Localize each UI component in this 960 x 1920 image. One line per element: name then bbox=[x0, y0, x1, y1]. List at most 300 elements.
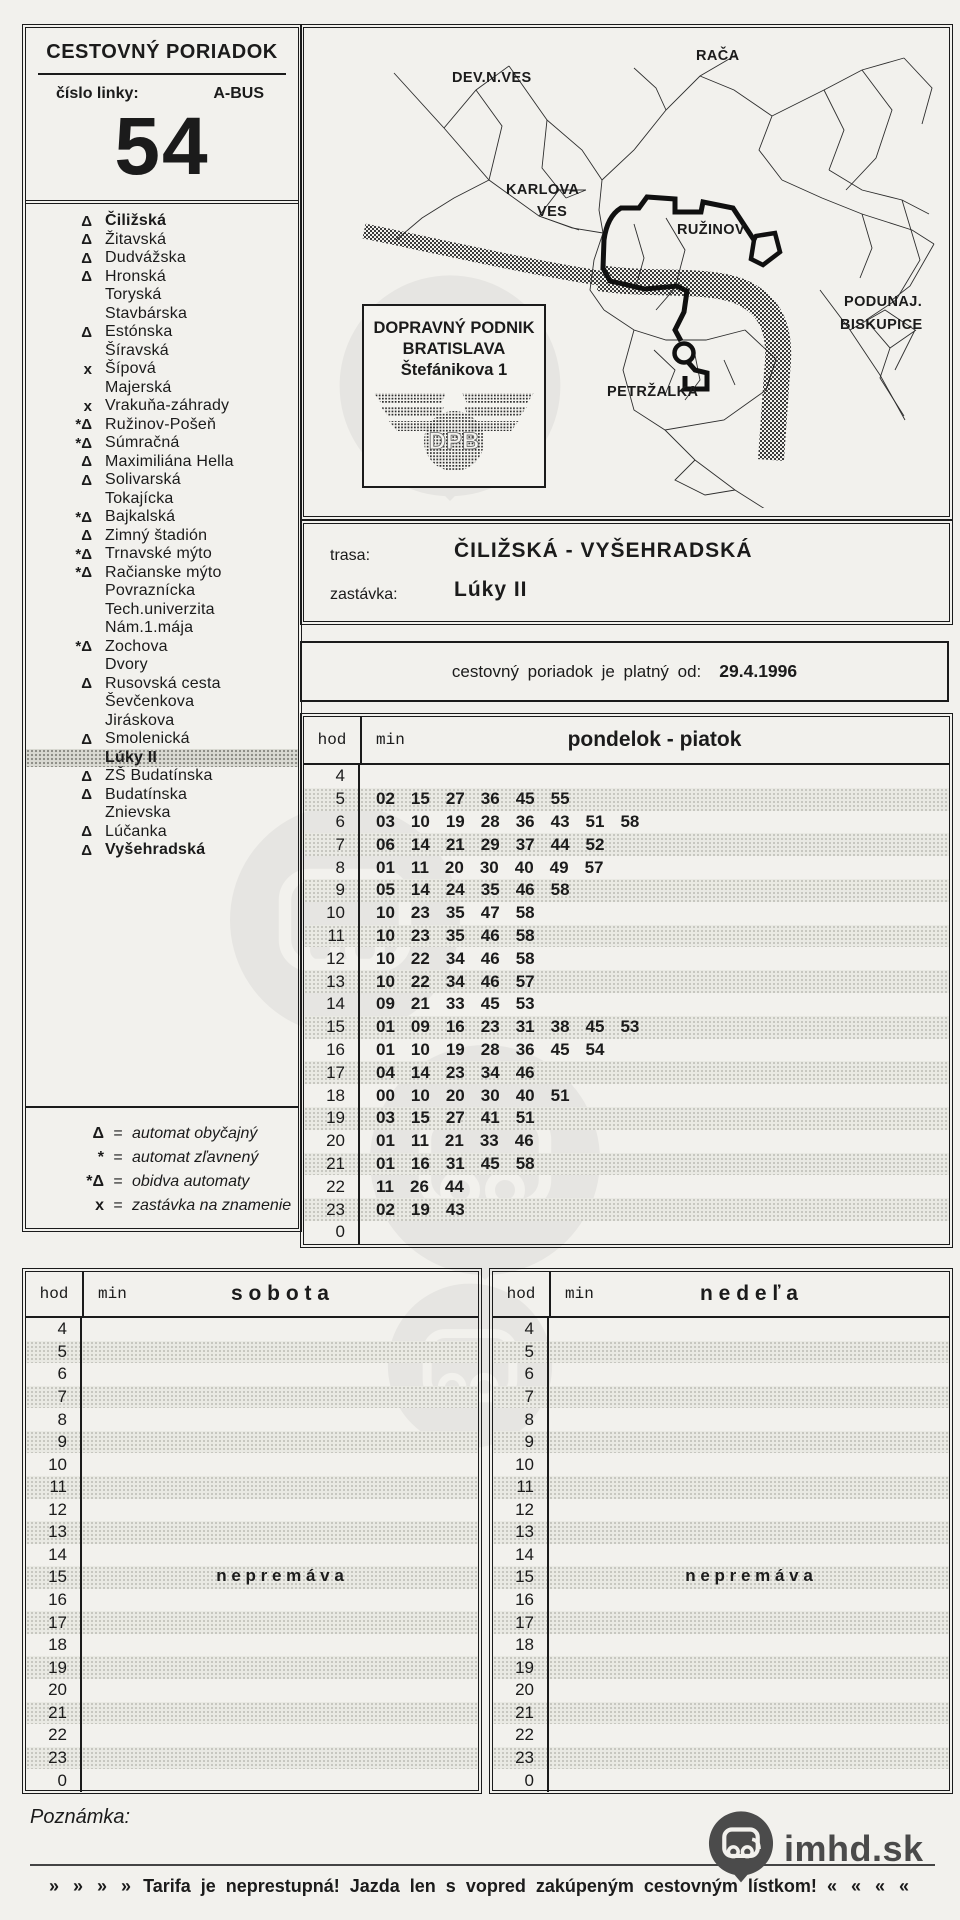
legend-symbol: * bbox=[97, 1149, 104, 1166]
map-label-ves: VES bbox=[537, 204, 568, 220]
stop-flag-icon: *Δ bbox=[75, 508, 92, 526]
stop-flag-icon: Δ bbox=[81, 823, 92, 841]
hour-cell: 4 bbox=[26, 1318, 82, 1341]
minute-value: 02 bbox=[376, 789, 395, 809]
stop-name: Súmračná bbox=[105, 434, 180, 452]
stop-name: Jiráskova bbox=[105, 711, 175, 729]
minute-value: 46 bbox=[515, 1062, 535, 1082]
hour-cell: 11 bbox=[493, 1476, 549, 1499]
chevrons-left: » » » » bbox=[49, 1876, 134, 1896]
minute-value: 19 bbox=[445, 1039, 465, 1059]
timetable-body bbox=[493, 1318, 949, 1792]
minute-value: 11 bbox=[376, 1176, 394, 1196]
hour-cell: 11 bbox=[26, 1476, 82, 1499]
stop-row bbox=[26, 841, 298, 860]
minute-value: 14 bbox=[410, 834, 430, 854]
minute-value: 53 bbox=[515, 994, 535, 1014]
minute-value: 04 bbox=[376, 1062, 395, 1082]
chevrons-right: « « « « bbox=[826, 1876, 911, 1896]
hour-cell: 18 bbox=[26, 1634, 82, 1657]
timetable-row bbox=[304, 925, 949, 948]
minute-value: 27 bbox=[445, 1108, 465, 1128]
stop-name: Zimný štadión bbox=[105, 526, 208, 544]
stop-row bbox=[26, 286, 298, 305]
minute-value: 15 bbox=[410, 789, 430, 809]
stop-flag-icon: Δ bbox=[81, 323, 92, 341]
zastavka-value: Lúky II bbox=[454, 578, 528, 601]
minute-value: 35 bbox=[445, 903, 465, 923]
stop-flag-icon: *Δ bbox=[75, 638, 92, 656]
timetable-row bbox=[493, 1724, 949, 1747]
minutes-cell bbox=[360, 949, 535, 969]
document-title: CESTOVNÝ PORIADOK bbox=[46, 41, 278, 63]
timetable-row bbox=[304, 1016, 949, 1039]
minute-column-header: min bbox=[376, 731, 405, 749]
stop-flag-icon: *Δ bbox=[75, 434, 92, 452]
minute-value: 22 bbox=[410, 948, 430, 968]
stop-row bbox=[26, 638, 298, 657]
minute-value: 01 bbox=[376, 857, 395, 877]
stop-row bbox=[26, 360, 298, 379]
hour-cell: 21 bbox=[304, 1153, 360, 1176]
hour-cell: 5 bbox=[26, 1341, 82, 1364]
hour-cell: 18 bbox=[304, 1084, 360, 1107]
minute-value: 14 bbox=[410, 880, 430, 900]
timetable-row bbox=[26, 1724, 478, 1747]
timetable-row bbox=[493, 1702, 949, 1725]
timetable-row bbox=[304, 856, 949, 879]
stop-row bbox=[26, 823, 298, 842]
timetable-saturday bbox=[22, 1268, 482, 1794]
minute-value: 57 bbox=[584, 857, 604, 877]
timetable-header bbox=[304, 717, 949, 765]
timetable-row bbox=[26, 1318, 478, 1341]
timetable-row bbox=[304, 1175, 949, 1198]
minute-value: 21 bbox=[444, 1131, 464, 1151]
stop-flag-icon: Δ bbox=[81, 527, 92, 545]
minute-value: 35 bbox=[445, 925, 465, 945]
stop-row bbox=[26, 601, 298, 620]
hour-cell: 7 bbox=[304, 833, 360, 856]
minute-value: 58 bbox=[515, 903, 535, 923]
hour-cell: 16 bbox=[26, 1589, 82, 1612]
stop-row bbox=[26, 804, 298, 823]
stop-flag-icon: Δ bbox=[81, 453, 92, 471]
stop-row bbox=[26, 508, 298, 527]
minute-value: 10 bbox=[376, 948, 395, 968]
stop-row bbox=[26, 416, 298, 435]
minute-value: 16 bbox=[410, 1153, 430, 1173]
stop-flag-icon: Δ bbox=[81, 212, 92, 230]
hour-cell: 10 bbox=[26, 1453, 82, 1476]
hour-cell: 9 bbox=[304, 879, 360, 902]
stop-name: Tech.univerzita bbox=[105, 600, 215, 618]
line-number: 54 bbox=[114, 101, 210, 192]
agency-address: Štefánikova 1 bbox=[400, 361, 508, 379]
stop-name: Povraznícka bbox=[105, 582, 196, 600]
hour-cell: 12 bbox=[304, 947, 360, 970]
minutes-cell bbox=[360, 1063, 535, 1083]
stop-row bbox=[26, 527, 298, 546]
minute-value: 58 bbox=[515, 925, 535, 945]
minute-value: 33 bbox=[479, 1131, 499, 1151]
timetable-row bbox=[493, 1431, 949, 1454]
minutes-cell bbox=[360, 1017, 639, 1037]
timetable-row bbox=[304, 788, 949, 811]
hour-cell: 23 bbox=[304, 1198, 360, 1221]
stop-flag-icon: *Δ bbox=[75, 564, 92, 582]
route-map bbox=[300, 24, 953, 520]
hour-cell: 14 bbox=[26, 1544, 82, 1567]
stop-row bbox=[26, 582, 298, 601]
minute-value: 01 bbox=[376, 1017, 395, 1037]
timetable-row bbox=[493, 1521, 949, 1544]
timetable-row bbox=[304, 1107, 949, 1130]
legend-row bbox=[26, 1146, 298, 1170]
timetable-row bbox=[26, 1386, 478, 1409]
minute-value: 38 bbox=[550, 1017, 570, 1037]
hour-column-header: hod bbox=[493, 1272, 551, 1316]
timetable-row bbox=[304, 947, 949, 970]
stop-row bbox=[26, 305, 298, 324]
hour-cell: 9 bbox=[26, 1431, 82, 1454]
stop-name: Ševčenkova bbox=[105, 693, 195, 711]
hour-cell: 5 bbox=[493, 1341, 549, 1364]
stop-name: Solivarská bbox=[105, 471, 181, 489]
minute-value: 15 bbox=[410, 1108, 430, 1128]
timetable-row bbox=[493, 1341, 949, 1364]
minute-value: 33 bbox=[445, 994, 465, 1014]
zastavka-label: zastávka: bbox=[330, 586, 398, 603]
minute-value: 58 bbox=[620, 811, 640, 831]
timetable-weekday bbox=[300, 713, 953, 1248]
agency-box bbox=[362, 304, 546, 488]
timetable-row bbox=[26, 1431, 478, 1454]
legend-equals: = bbox=[113, 1125, 123, 1142]
minute-value: 44 bbox=[444, 1176, 464, 1196]
minute-value: 46 bbox=[515, 880, 535, 900]
legend-text: automat zľavnený bbox=[132, 1149, 259, 1166]
minute-value: 23 bbox=[410, 925, 430, 945]
hour-cell: 19 bbox=[26, 1656, 82, 1679]
stop-row bbox=[26, 767, 298, 786]
map-label-raca: RAČA bbox=[696, 48, 740, 64]
map-label-biskupice: BISKUPICE bbox=[840, 317, 923, 333]
stop-row bbox=[26, 212, 298, 231]
timetable-row bbox=[493, 1769, 949, 1792]
hour-cell: 21 bbox=[493, 1702, 549, 1725]
minute-value: 51 bbox=[515, 1108, 535, 1128]
minute-value: 11 bbox=[410, 857, 429, 877]
river-lower bbox=[599, 278, 778, 460]
hour-column-header: hod bbox=[304, 717, 362, 763]
legend-row bbox=[26, 1194, 298, 1218]
timetable-row bbox=[493, 1363, 949, 1386]
timetable-row bbox=[26, 1589, 478, 1612]
timetable-row bbox=[26, 1747, 478, 1770]
minute-value: 14 bbox=[410, 1062, 430, 1082]
hour-cell: 22 bbox=[304, 1175, 360, 1198]
hour-cell: 0 bbox=[26, 1769, 82, 1792]
hour-cell: 8 bbox=[304, 856, 360, 879]
stop-name: Lúčanka bbox=[105, 822, 167, 840]
minutes-cell bbox=[360, 1200, 465, 1220]
trasa-value: ČILIŽSKÁ - VYŠEHRADSKÁ bbox=[454, 539, 753, 562]
hour-cell: 6 bbox=[26, 1363, 82, 1386]
stop-flag-icon: Δ bbox=[81, 786, 92, 804]
minute-value: 45 bbox=[515, 789, 535, 809]
minute-value: 52 bbox=[585, 834, 605, 854]
minute-value: 19 bbox=[445, 811, 465, 831]
stop-row bbox=[26, 434, 298, 453]
timetable-row bbox=[304, 1130, 949, 1153]
timetable-title-sunday: n e d e ľ a bbox=[700, 1282, 798, 1305]
agency-name-line2: BRATISLAVA bbox=[402, 340, 506, 358]
hour-cell: 19 bbox=[304, 1107, 360, 1130]
river-upper bbox=[364, 231, 599, 278]
tariff-text: Tarifa je neprestupná! Jazda len s vopred zakúpeným cestovným lístkom! bbox=[143, 1876, 817, 1896]
stop-name: Žitavská bbox=[105, 230, 167, 248]
timetable-header bbox=[493, 1272, 949, 1318]
validity-label: cestovný poriadok je platný od: bbox=[451, 661, 702, 681]
no-service-note: n e p r e m á v a bbox=[216, 1565, 344, 1585]
minute-value: 45 bbox=[480, 994, 500, 1014]
stop-name: Šípová bbox=[105, 360, 157, 378]
hour-cell: 7 bbox=[493, 1386, 549, 1409]
stop-name: ZŠ Budatínska bbox=[105, 767, 213, 785]
legend-row bbox=[26, 1122, 298, 1146]
stop-name: Hronská bbox=[105, 267, 166, 285]
minute-value: 34 bbox=[445, 948, 465, 968]
minute-value: 37 bbox=[515, 834, 535, 854]
hour-cell: 0 bbox=[493, 1769, 549, 1792]
timetable-row bbox=[493, 1386, 949, 1409]
hour-cell: 20 bbox=[493, 1679, 549, 1702]
timetable-row bbox=[493, 1634, 949, 1657]
minute-value: 45 bbox=[585, 1017, 605, 1037]
timetable-row bbox=[26, 1453, 478, 1476]
stop-flag-icon: Δ bbox=[81, 730, 92, 748]
minutes-cell bbox=[360, 789, 570, 809]
minute-value: 58 bbox=[515, 1153, 535, 1173]
trasa-label: trasa: bbox=[330, 547, 371, 564]
minute-value: 21 bbox=[445, 834, 465, 854]
timetable-row bbox=[304, 1153, 949, 1176]
legend-equals: = bbox=[113, 1149, 123, 1166]
minute-value: 46 bbox=[480, 971, 500, 991]
timetable-row bbox=[26, 1679, 478, 1702]
stop-flag-icon: x bbox=[83, 397, 92, 415]
stop-flag-icon: Δ bbox=[81, 767, 92, 785]
hour-cell: 18 bbox=[493, 1634, 549, 1657]
timetable-row bbox=[304, 902, 949, 925]
timetable-row bbox=[304, 993, 949, 1016]
map-label-karlova: KARLOVA bbox=[506, 182, 580, 198]
hour-cell: 20 bbox=[304, 1130, 360, 1153]
hour-cell: 9 bbox=[493, 1431, 549, 1454]
hour-cell: 13 bbox=[493, 1521, 549, 1544]
minute-value: 31 bbox=[445, 1153, 465, 1173]
minute-value: 10 bbox=[410, 1085, 430, 1105]
stop-flag-icon: Δ bbox=[81, 675, 92, 693]
hour-cell: 6 bbox=[493, 1363, 549, 1386]
timetable-body bbox=[26, 1318, 478, 1792]
minutes-cell bbox=[360, 1086, 570, 1106]
minute-value: 01 bbox=[376, 1039, 395, 1059]
timetable-row bbox=[304, 833, 949, 856]
stop-row bbox=[26, 231, 298, 250]
stop-name: Budatínska bbox=[105, 785, 188, 803]
stop-row bbox=[26, 397, 298, 416]
timetable-row bbox=[304, 970, 949, 993]
hour-cell: 20 bbox=[26, 1679, 82, 1702]
minute-value: 24 bbox=[445, 880, 465, 900]
stop-name: Dudvážska bbox=[105, 249, 186, 267]
timetable-row bbox=[304, 879, 949, 902]
hour-cell: 19 bbox=[493, 1656, 549, 1679]
hour-cell: 17 bbox=[26, 1611, 82, 1634]
minute-value: 01 bbox=[376, 1153, 395, 1173]
timetable-row bbox=[26, 1656, 478, 1679]
legend-row bbox=[26, 1170, 298, 1194]
hour-cell: 14 bbox=[493, 1544, 549, 1567]
stop-flag-icon: x bbox=[83, 360, 92, 378]
minutes-cell bbox=[360, 1154, 535, 1174]
minute-value: 36 bbox=[515, 811, 535, 831]
validity-date: 29.4.1996 bbox=[719, 661, 798, 681]
minute-value: 19 bbox=[410, 1199, 430, 1219]
minute-value: 23 bbox=[480, 1017, 500, 1037]
stop-flag-icon: Δ bbox=[81, 249, 92, 267]
dpb-winged-logo-icon bbox=[366, 385, 542, 477]
timetable-row bbox=[304, 811, 949, 834]
stop-name: Rusovská cesta bbox=[105, 674, 221, 692]
hour-cell: 16 bbox=[304, 1039, 360, 1062]
hour-cell: 21 bbox=[26, 1702, 82, 1725]
legend-text: automat obyčajný bbox=[132, 1125, 258, 1142]
stop-name: Toryská bbox=[105, 286, 162, 304]
hour-cell: 23 bbox=[493, 1747, 549, 1770]
timetable-row bbox=[493, 1476, 949, 1499]
hour-cell: 4 bbox=[493, 1318, 549, 1341]
minute-value: 10 bbox=[410, 1039, 430, 1059]
agency-name-line1: DOPRAVNÝ PODNIK bbox=[373, 319, 535, 337]
stop-name: Račianske mýto bbox=[105, 563, 222, 581]
timetable-row bbox=[26, 1544, 478, 1567]
timetable-row bbox=[493, 1318, 949, 1341]
stop-row bbox=[26, 675, 298, 694]
stop-name: Dvory bbox=[105, 656, 148, 674]
legend-text: zastávka na znamenie bbox=[132, 1197, 292, 1214]
stop-row bbox=[26, 564, 298, 583]
timetable-row bbox=[26, 1769, 478, 1792]
stop-row bbox=[26, 268, 298, 287]
minute-value: 43 bbox=[445, 1199, 465, 1219]
minute-value: 46 bbox=[480, 948, 500, 968]
timetable-row bbox=[26, 1702, 478, 1725]
stop-name: Maximiliána Hella bbox=[105, 452, 234, 470]
stop-row bbox=[26, 749, 298, 768]
minute-value: 53 bbox=[620, 1017, 640, 1037]
minute-value: 46 bbox=[514, 1131, 534, 1151]
legend-symbol: Δ bbox=[92, 1125, 104, 1142]
minute-value: 27 bbox=[445, 789, 465, 809]
map-label-petrzalka: PETRŽALKA bbox=[607, 384, 699, 400]
minute-value: 02 bbox=[376, 1199, 395, 1219]
minute-value: 10 bbox=[376, 903, 395, 923]
timetable-row bbox=[304, 1039, 949, 1062]
minutes-cell bbox=[360, 1040, 604, 1060]
timetable-row bbox=[26, 1521, 478, 1544]
stop-row bbox=[26, 656, 298, 675]
stop-name: Tokajícka bbox=[105, 489, 174, 507]
timetable-row bbox=[493, 1611, 949, 1634]
hour-cell: 15 bbox=[26, 1566, 82, 1589]
dpb-logo-text: DPB bbox=[428, 428, 480, 455]
stop-flag-icon: Δ bbox=[81, 471, 92, 489]
minute-value: 20 bbox=[445, 1085, 465, 1105]
minute-value: 20 bbox=[444, 857, 464, 877]
stop-row bbox=[26, 249, 298, 268]
minute-value: 00 bbox=[376, 1085, 395, 1105]
minute-value: 51 bbox=[585, 811, 605, 831]
legend-symbol: *Δ bbox=[86, 1173, 104, 1190]
stop-row bbox=[26, 490, 298, 509]
minute-value: 16 bbox=[445, 1017, 465, 1037]
hour-cell: 17 bbox=[493, 1611, 549, 1634]
timetable-row bbox=[26, 1634, 478, 1657]
stop-row bbox=[26, 471, 298, 490]
hour-cell: 10 bbox=[493, 1453, 549, 1476]
timetable-row bbox=[26, 1341, 478, 1364]
minute-value: 23 bbox=[410, 903, 430, 923]
minutes-cell bbox=[360, 926, 535, 946]
hour-cell: 15 bbox=[493, 1566, 549, 1589]
timetable-row bbox=[304, 765, 949, 788]
validity-box bbox=[300, 641, 949, 702]
map-label-ruzinov: RUŽINOV bbox=[677, 222, 746, 238]
minute-value: 34 bbox=[480, 1062, 500, 1082]
stop-row bbox=[26, 786, 298, 805]
hour-cell: 8 bbox=[26, 1408, 82, 1431]
map-label-devinska-nova-ves: DEV.N.VES bbox=[452, 70, 532, 86]
hour-cell: 8 bbox=[493, 1408, 549, 1431]
line-header bbox=[26, 28, 298, 204]
stop-name: Vrakuňa-záhrady bbox=[105, 397, 230, 415]
imhd-brand-text: imhd.sk bbox=[784, 1828, 924, 1869]
minute-value: 47 bbox=[480, 903, 500, 923]
hour-cell: 7 bbox=[26, 1386, 82, 1409]
stop-flag-icon: *Δ bbox=[75, 416, 92, 434]
minute-value: 09 bbox=[376, 994, 395, 1014]
stop-name: Ružinov-Pošeň bbox=[105, 415, 217, 433]
legend-equals: = bbox=[113, 1197, 123, 1214]
minute-value: 55 bbox=[550, 789, 570, 809]
timetable-row bbox=[493, 1679, 949, 1702]
minute-value: 57 bbox=[515, 971, 535, 991]
stop-name: Znievska bbox=[105, 804, 171, 822]
stop-name: Estónska bbox=[105, 323, 173, 341]
hour-cell: 4 bbox=[304, 765, 360, 788]
stop-flag-icon: Δ bbox=[81, 841, 92, 859]
timetable-row bbox=[493, 1589, 949, 1612]
minutes-cell bbox=[360, 812, 639, 832]
minute-value: 03 bbox=[376, 1108, 395, 1128]
legend-equals: = bbox=[113, 1173, 123, 1190]
minute-value: 10 bbox=[376, 971, 395, 991]
minute-value: 06 bbox=[376, 834, 395, 854]
hour-cell: 23 bbox=[26, 1747, 82, 1770]
